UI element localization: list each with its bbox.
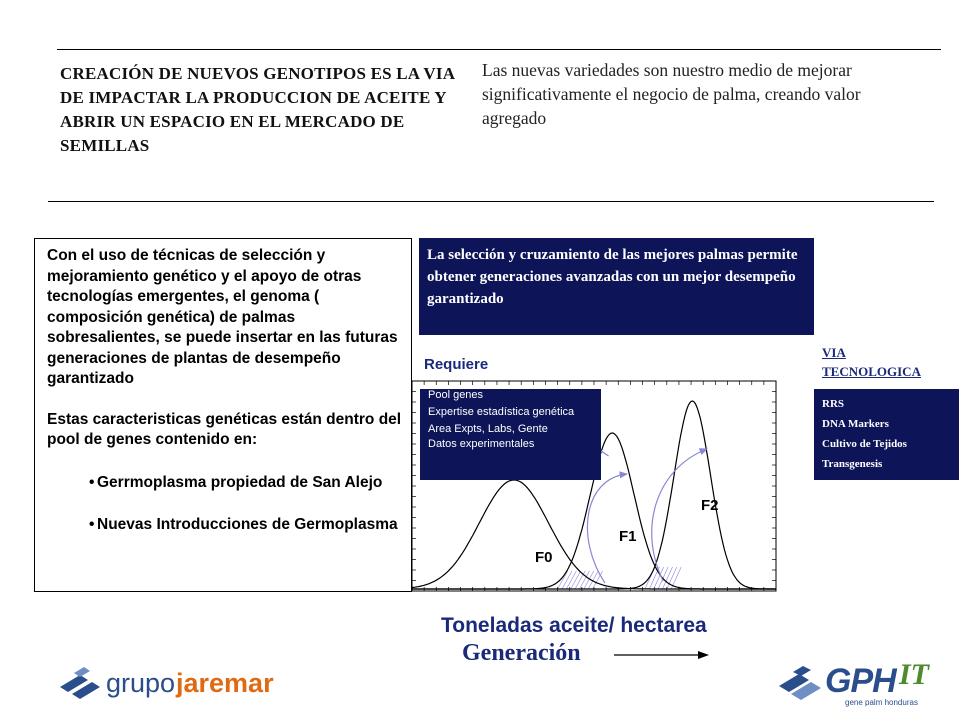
curve-label-f2: F2	[701, 497, 719, 514]
via-item-cultivo: Cultivo de Tejidos	[822, 438, 907, 450]
page-subtitle: Las nuevas variedades son nuestro medio de mejorar significativamente el negocio de palma, creando valor agregado	[482, 60, 861, 128]
via-item-dna-markers: DNA Markers	[822, 418, 889, 430]
via-tecnologica-box	[814, 389, 959, 480]
header-bottom-divider	[48, 201, 934, 202]
genetics-paragraph-2: Estas caracteristicas genéticas están dentro del pool de genes contenido en:	[47, 410, 402, 448]
curve-label-f0: F0	[535, 549, 553, 566]
requirement-datos: Datos experimentales	[428, 438, 535, 450]
generation-arrow	[612, 648, 712, 662]
selection-callout: La selección y cruzamiento de las mejores palmas permite obtener generaciones avanzadas con un mejor desempeño garantizado	[419, 238, 814, 335]
requirement-expertise: Expertise estadística genética	[428, 406, 575, 418]
bullet-icon: •	[89, 473, 95, 491]
logo-tagline: gene palm honduras	[845, 698, 918, 707]
top-divider	[57, 49, 941, 50]
grupo-jaremar-logo	[58, 664, 288, 704]
requirement-pool-genes: Pool genes	[428, 389, 484, 401]
generation-label: Generación	[462, 640, 581, 666]
requiere-label: Requiere	[424, 356, 489, 373]
logo-grupo-text: grupo	[106, 668, 176, 698]
bullet-icon: •	[89, 516, 95, 533]
logo-jaremar-text: jaremar	[176, 668, 274, 698]
genetics-paragraph-1: Con el uso de técnicas de selección y mejoramiento genético y el apoyo de otras tecnologías emergentes, el genoma ( composición genética) de palmas sobresalientes, se puede insertar en las futuras generaciones de plantas de desempeño garantizado	[47, 247, 398, 387]
requirements-box	[420, 389, 601, 480]
logo-gph-text: GPH	[825, 662, 896, 700]
list-item-label: Nuevas Introducciones de Germoplasma	[97, 516, 398, 533]
jaremar-mark-icon	[58, 667, 104, 701]
via-item-transgenesis: Transgenesis	[822, 458, 883, 470]
x-axis-label: Toneladas aceite/ hectarea	[441, 614, 707, 637]
genetics-description-panel	[34, 238, 412, 592]
list-item	[89, 515, 403, 536]
list-item	[89, 473, 403, 494]
gph-mark-icon	[775, 664, 827, 704]
curve-label-f1: F1	[619, 528, 637, 545]
gphit-logo	[775, 658, 945, 710]
list-item-label: Gerrmoplasma propiedad de San Alejo	[97, 473, 383, 491]
requirement-area: Area Expts, Labs, Gente	[428, 423, 548, 435]
logo-it-text: IT	[899, 658, 929, 691]
via-tecnologica-title: VIA TECNOLOGICA	[822, 345, 921, 379]
via-item-rrs: RRS	[822, 398, 845, 410]
page-title: CREACIÓN DE NUEVOS GENOTIPOS ES LA VIA DE IMPACTAR LA PRODUCCION DE ACEITE Y ABRIR UN ESPACIO EN EL MERCADO DE SEMILLAS	[60, 64, 455, 155]
germplasm-list	[47, 473, 403, 536]
